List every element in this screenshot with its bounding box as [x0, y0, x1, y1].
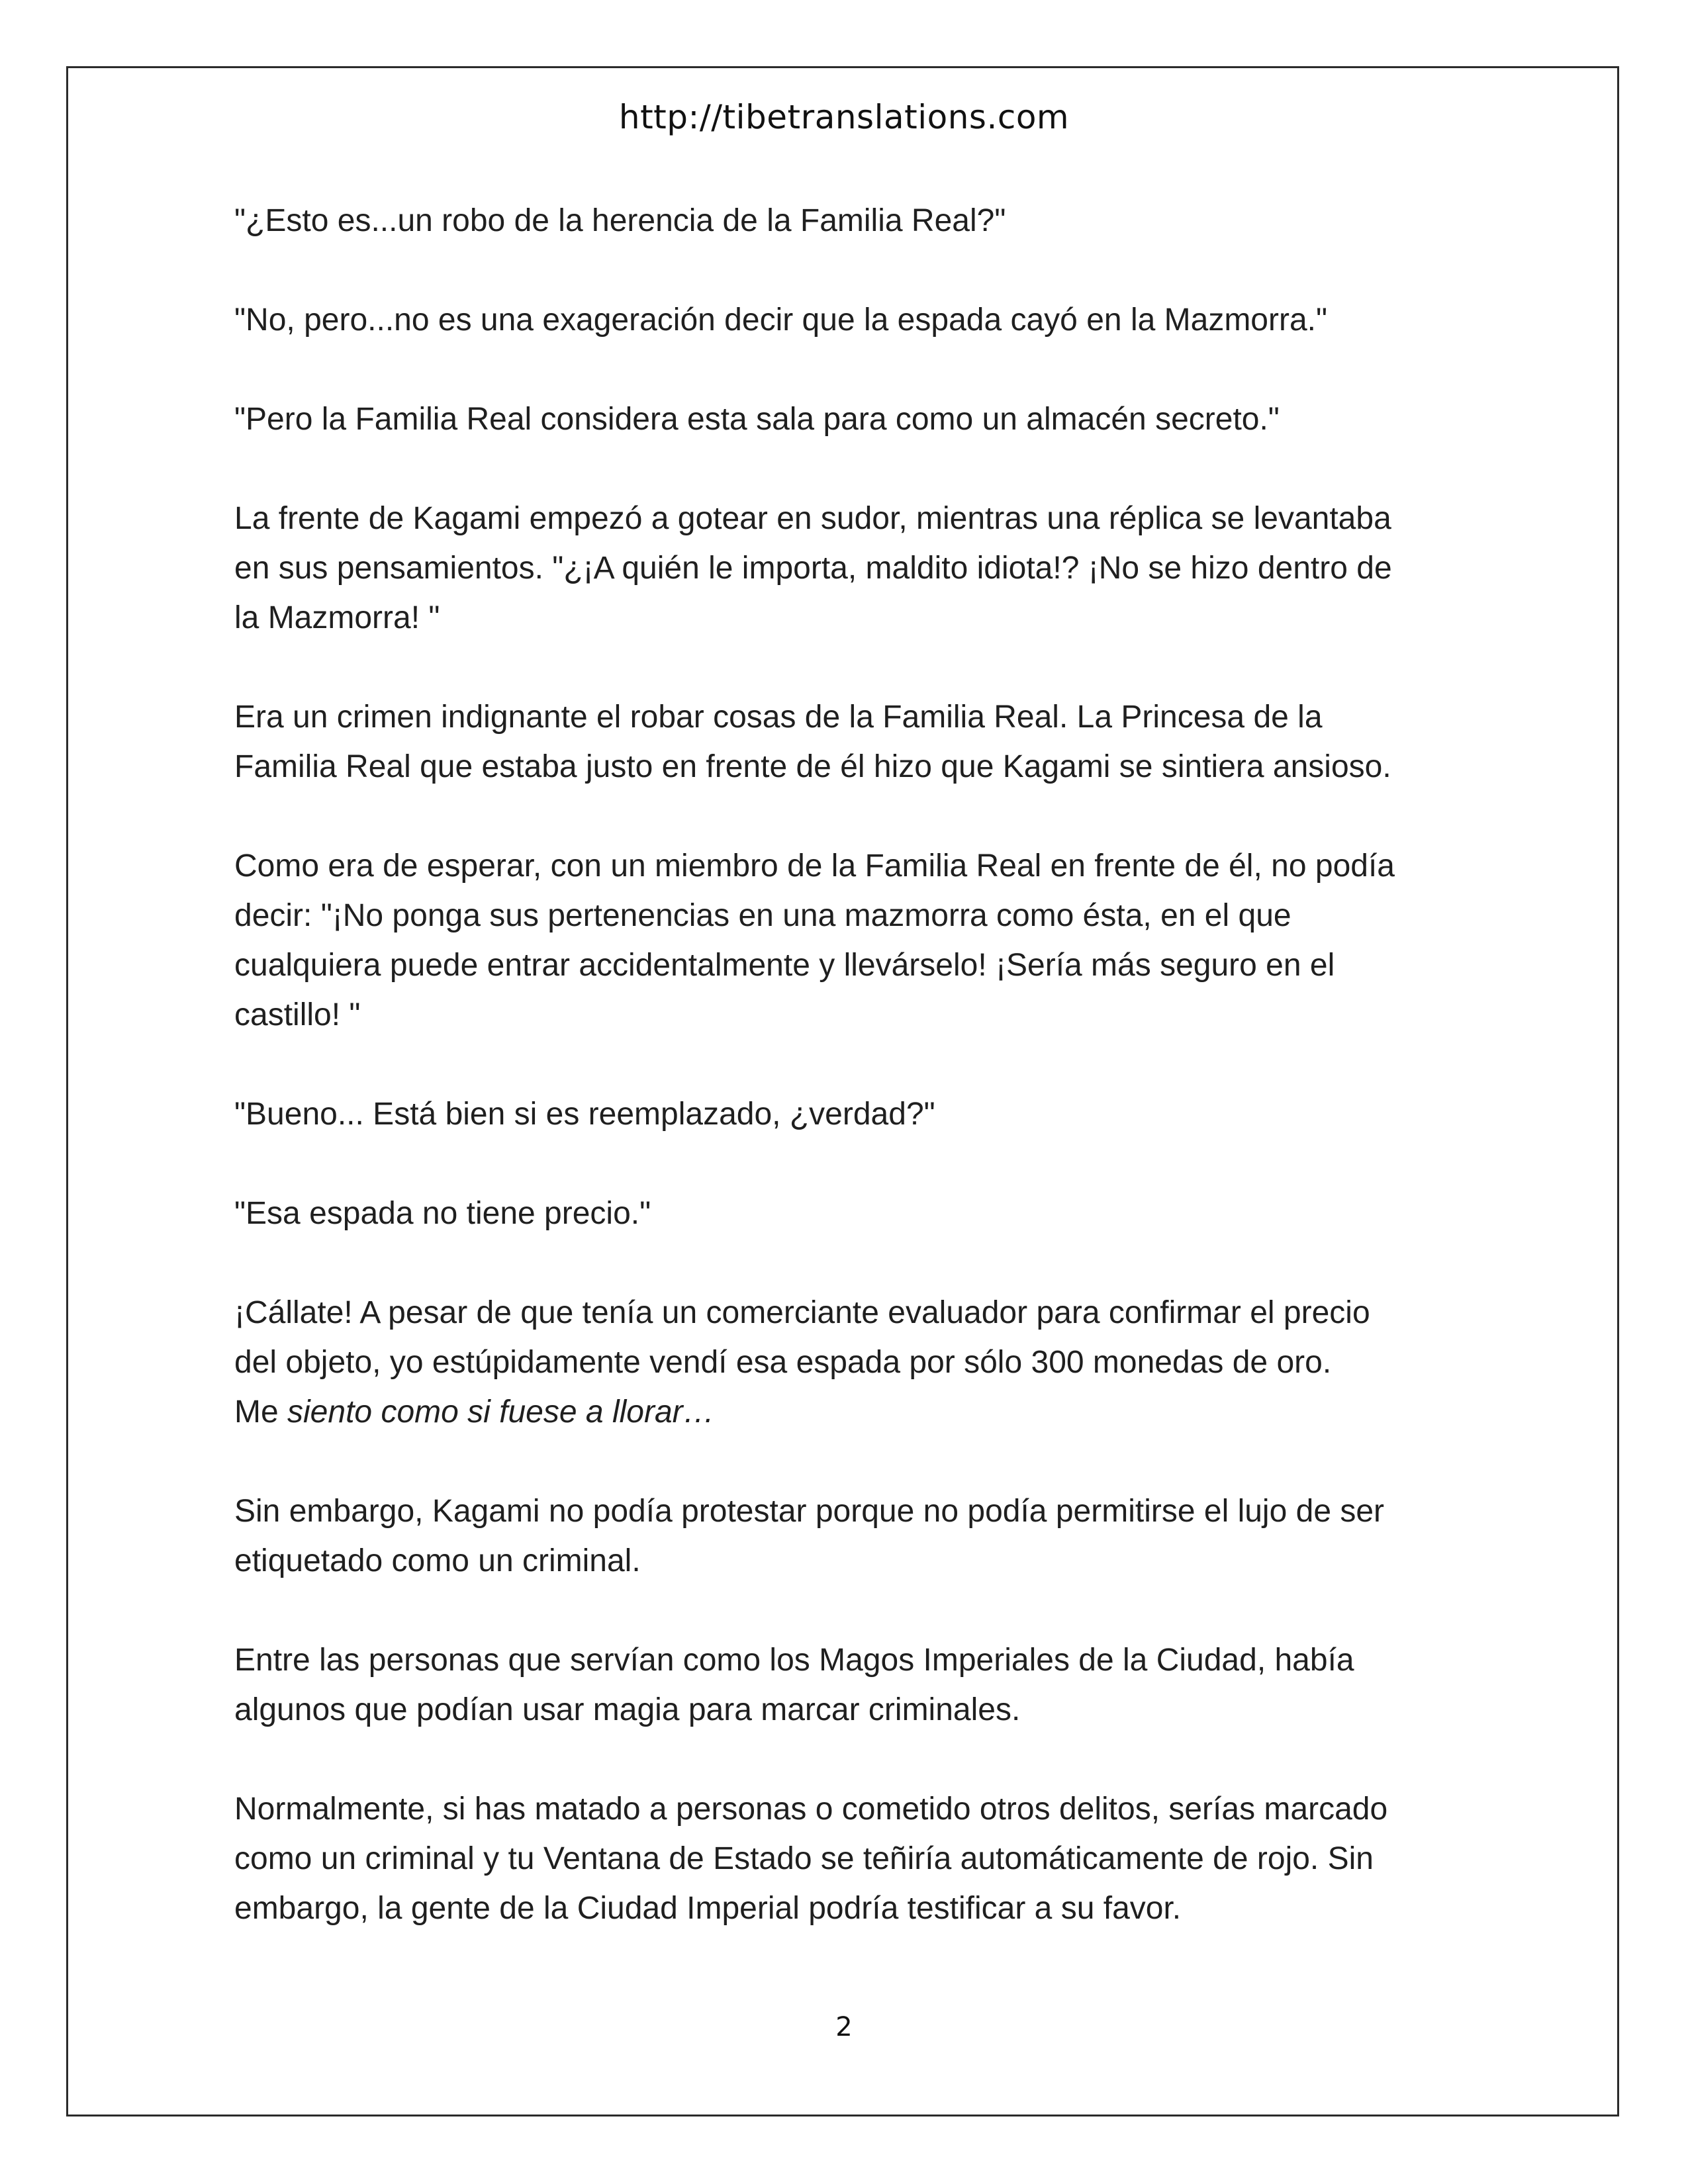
paragraph-8 — [234, 1189, 1466, 1238]
paragraph-3 — [234, 394, 1466, 444]
text-line: ¡Cállate! A pesar de que tenía un comerciante evaluador para confirmar el precio — [234, 1295, 1370, 1330]
text-line: embargo, la gente de la Ciudad Imperial podría testificar a su favor. — [234, 1891, 1182, 1926]
header-url[interactable]: http://tibetranslations.com — [618, 98, 1070, 136]
text-line: Familia Real que estaba justo en frente de él hizo que Kagami se sintiera ansioso. — [234, 749, 1391, 784]
page-number: 2 — [835, 2012, 853, 2042]
paragraph-6 — [234, 841, 1466, 1040]
paragraph-2 — [234, 295, 1466, 345]
paragraph-5 — [234, 692, 1466, 792]
paragraph-4 — [234, 494, 1466, 643]
text-line: castillo! " — [234, 997, 361, 1032]
text-line: la Mazmorra! " — [234, 600, 440, 635]
text-line-mixed — [234, 1387, 1466, 1437]
text-regular: Me — [234, 1394, 288, 1430]
text-line: "Pero la Familia Real considera esta sala para como un almacén secreto." — [234, 402, 1280, 437]
text-line: etiquetado como un criminal. — [234, 1543, 641, 1578]
text-line: decir: "¡No ponga sus pertenencias en una mazmorra como ésta, en el que — [234, 898, 1291, 933]
document-body — [234, 196, 1466, 1933]
paragraph-12 — [234, 1784, 1466, 1933]
paragraph-10 — [234, 1486, 1466, 1586]
paragraph-7 — [234, 1089, 1466, 1139]
paragraph-1 — [234, 196, 1466, 246]
text-line: La frente de Kagami empezó a gotear en sudor, mientras una réplica se levantaba — [234, 501, 1391, 536]
text-line: "No, pero...no es una exageración decir que la espada cayó en la Mazmorra." — [234, 302, 1328, 338]
text-italic: siento como si fuese a llorar… — [287, 1394, 715, 1430]
text-line: como un criminal y tu Ventana de Estado se teñiría automáticamente de rojo. Sin — [234, 1841, 1374, 1876]
text-line: algunos que podían usar magia para marcar criminales. — [234, 1692, 1021, 1727]
text-line: "Bueno... Está bien si es reemplazado, ¿verdad?" — [234, 1097, 935, 1132]
text-line: en sus pensamientos. "¿¡A quién le importa, maldito idiota!? ¡No se hizo dentro de — [234, 551, 1392, 586]
text-line: Normalmente, si has matado a personas o cometido otros delitos, serías marcado — [234, 1792, 1388, 1827]
paragraph-11 — [234, 1635, 1466, 1735]
text-line: "¿Esto es...un robo de la herencia de la Familia Real?" — [234, 203, 1006, 238]
text-line: Sin embargo, Kagami no podía protestar porque no podía permitirse el lujo de ser — [234, 1494, 1385, 1529]
text-line: Era un crimen indignante el robar cosas de la Familia Real. La Princesa de la — [234, 700, 1323, 735]
paragraph-9 — [234, 1288, 1466, 1437]
text-line: del objeto, yo estúpidamente vendí esa espada por sólo 300 monedas de oro. — [234, 1345, 1332, 1380]
text-line: "Esa espada no tiene precio." — [234, 1196, 651, 1231]
text-line: Entre las personas que servían como los Magos Imperiales de la Ciudad, había — [234, 1643, 1354, 1678]
text-line: cualquiera puede entrar accidentalmente y llevárselo! ¡Sería más seguro en el — [234, 948, 1335, 983]
text-line: Como era de esperar, con un miembro de la Familia Real en frente de él, no podía — [234, 848, 1395, 884]
